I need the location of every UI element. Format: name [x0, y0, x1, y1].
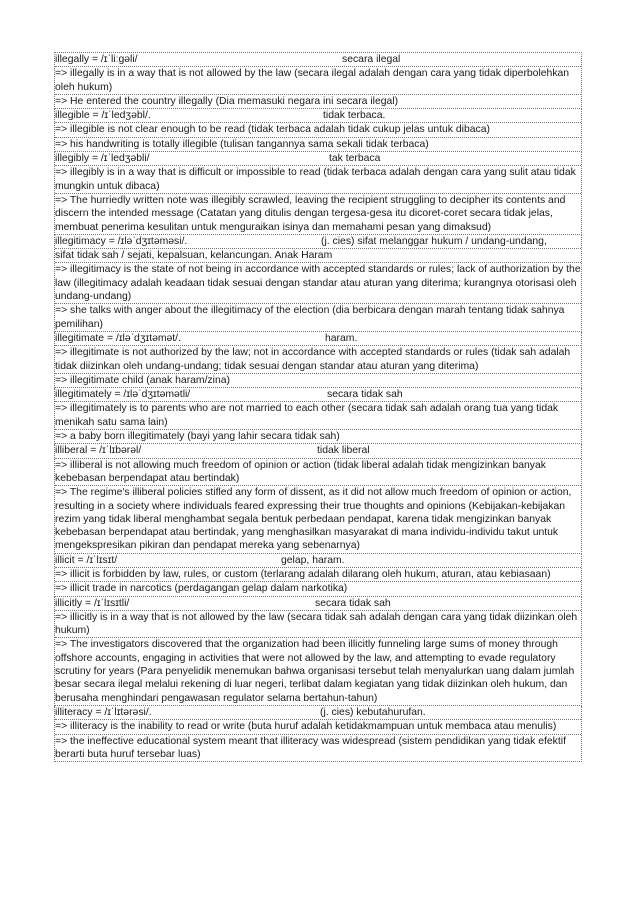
entry-term: illiteracy = /ɪˈlɪtərəsi/. — [55, 706, 152, 718]
entry-text-line: => illicit trade in narcotics (perdagangan gelap dalam narkotika) — [55, 583, 348, 595]
entry-term: illegitimately = /ɪləˈdʒɪtəmətli/ — [55, 389, 191, 401]
entry-term: illicit = /ɪˈlɪsɪt/ — [55, 554, 118, 566]
entry-translation: secara tidak sah — [327, 389, 403, 401]
entry-text-line: => illegitimately is to parents who are not married to each other (secara tidak sah adalah orang tua yang tidak menikah satu sama lain) — [55, 402, 581, 430]
entry-text-line: => He entered the country illegally (Dia memasuki negara ini secara ilegal) — [55, 95, 399, 107]
entry-term: illegibly = /ɪˈledʒəbli/ — [55, 153, 150, 165]
entry-headword-line — [55, 554, 581, 568]
entry-text-line: => illicitly is in a way that is not allowed by the law (secara tidak sah adalah dengan cara yang tidak diizinkan oleh hukum) — [55, 611, 581, 639]
entry-text-line: sifat tidak sah / sejati, kepalsuan, kelancungan. Anak Haram — [55, 249, 581, 263]
dictionary-entry — [54, 444, 582, 553]
entry-text-line: => illiberal is not allowing much freedom of opinion or action (tidak liberal adalah tidak mengizinkan banyak kebebasan berpendapat atau bertindak) — [55, 459, 581, 487]
entry-headword-line — [55, 332, 581, 346]
entry-text-line: => The hurriedly written note was illegibly scrawled, leaving the recipient struggling to decipher its contents and discern the intended message (Catatan yang ditulis dengan tergesa-gesa itu dicoret-coret secara tidak jelas, membuat penerima kesulitan untuk menguraikan isinya dan memahami pesan yang dimaksud) — [55, 194, 566, 233]
entry-term: illegitimacy = /ɪləˈdʒɪtəməsi/. — [55, 235, 188, 247]
dictionary-entry — [54, 554, 582, 597]
entry-term: illegible = /ɪˈledʒəbl/. — [55, 110, 151, 122]
entry-text-line: => illiteracy is the inability to read or write (buta huruf adalah ketidakmampuan untuk membaca atau menulis) — [55, 720, 581, 734]
entry-headword-line — [55, 53, 581, 67]
entry-text-line: => a baby born illegitimately (bayi yang lahir secara tidak sah) — [55, 431, 340, 443]
entry-text-line: => the ineffective educational system meant that illiteracy was widespread (sistem pendidikan yang tidak efektif berarti buta huruf tersebar luas) — [55, 735, 566, 760]
entry-text-line: => illegitimate is not authorized by the law; not in accordance with accepted standards or rules (tidak sah adalah tidak diizinkan oleh undang-undang; tidak sesuai dengan standar atau aturan yang diterima) — [55, 346, 581, 374]
entry-term: illegitimate = /ɪləˈdʒɪtəmət/. — [55, 332, 181, 344]
dictionary-entry — [54, 52, 582, 109]
entry-term: illegally = /ɪˈliːɡəli/ — [55, 54, 138, 65]
entry-headword-line — [55, 152, 581, 166]
entry-translation: haram. — [325, 332, 358, 344]
entry-headword-line — [55, 109, 581, 123]
dictionary-entry — [54, 597, 582, 706]
entry-text-line: => she talks with anger about the illegitimacy of the election (dia berbicara dengan marah tentang tidak sahnya pemilihan) — [55, 305, 565, 330]
dictionary-entry — [54, 235, 582, 332]
entry-translation: (j. cies) sifat melanggar hukum / undang-undang, — [321, 235, 547, 247]
entry-translation: (j. cies) kebutahurufan. — [320, 706, 426, 718]
entry-translation: tidak liberal — [317, 445, 370, 457]
entry-text-line: => illegible is not clear enough to be read (tidak terbaca adalah tidak cukup jelas untuk dibaca) — [55, 123, 581, 137]
entry-text-line: => his handwriting is totally illegible (tulisan tangannya sama sekali tidak terbaca) — [55, 138, 429, 150]
entry-translation: secara ilegal — [342, 54, 401, 65]
entry-text-line: => The investigators discovered that the organization had been illicitly funneling large sums of money through offshore accounts, engaging in activities that were not allowed by the law, and attempting to evade regulatory scrutiny for years (Para penyelidik menemukan bahwa organisasi tersebut telah menyalurkan uang dalam jumlah besar secara ilegal melalui rekening di luar negeri, terlibat dalam kegiatan yang tidak diizinkan oleh hukum, dan berusaha menghindari pengawasan regulator selama bertahun-tahun) — [55, 639, 575, 704]
entry-translation: gelap, haram. — [281, 554, 345, 566]
document-page — [54, 52, 582, 762]
entry-translation: tak terbaca — [329, 153, 381, 165]
dictionary-entry — [54, 109, 582, 152]
entry-text-line: => illegally is in a way that is not allowed by the law (secara ilegal adalah dengan cara yang tidak diperbolehkan oleh hukum) — [55, 67, 581, 95]
entry-text-line: => illegitimacy is the state of not being in accordance with accepted standards or rules; lack of authorization by the law (illegitimacy adalah keadaan tidak sesuai dengan standar atau aturan yang diterima; kurangnya otorisasi oleh undang-undang) — [55, 263, 581, 304]
dictionary-entry — [54, 332, 582, 388]
entry-headword-line — [55, 706, 581, 720]
entry-headword-line — [55, 235, 581, 249]
entry-text-line: => The regime's illiberal policies stifled any form of dissent, as it did not allow much freedom of opinion or action, resulting in a society where individuals feared expressing their true thoughts and opinions (Kebijakan-kebijakan rezim yang tidak liberal menghambat segala bentuk perbedaan pendapat, karena tidak mengizinkan banyak kebebasan berpendapat atau bertindak, yang menghasilkan masyarakat di mana individu-individu takut untuk mengekspresikan pikiran dan pendapat mereka yang sebenarnya) — [55, 487, 572, 552]
entry-translation: secara tidak sah — [315, 597, 391, 609]
entry-headword-line — [55, 444, 581, 458]
entry-text-line: => illegibly is in a way that is difficult or impossible to read (tidak terbaca adalah dengan cara yang sulit atau tidak mungkin untuk dibaca) — [55, 166, 581, 194]
entry-term: illiberal = /ɪˈlɪbərəl/ — [55, 445, 142, 457]
entry-translation: tidak terbaca. — [323, 110, 386, 122]
dictionary-entry — [54, 388, 582, 444]
entry-headword-line — [55, 388, 581, 402]
entry-term: illicitly = /ɪˈlɪsɪtli/ — [55, 597, 130, 609]
entry-headword-line — [55, 597, 581, 611]
entry-text-line: => illicit is forbidden by law, rules, or custom (terlarang adalah dilarang oleh hukum, aturan, atau kebiasaan) — [55, 568, 581, 582]
dictionary-entry — [54, 152, 582, 235]
entry-text-line: => illegitimate child (anak haram/zina) — [55, 374, 230, 386]
dictionary-entry — [54, 706, 582, 762]
